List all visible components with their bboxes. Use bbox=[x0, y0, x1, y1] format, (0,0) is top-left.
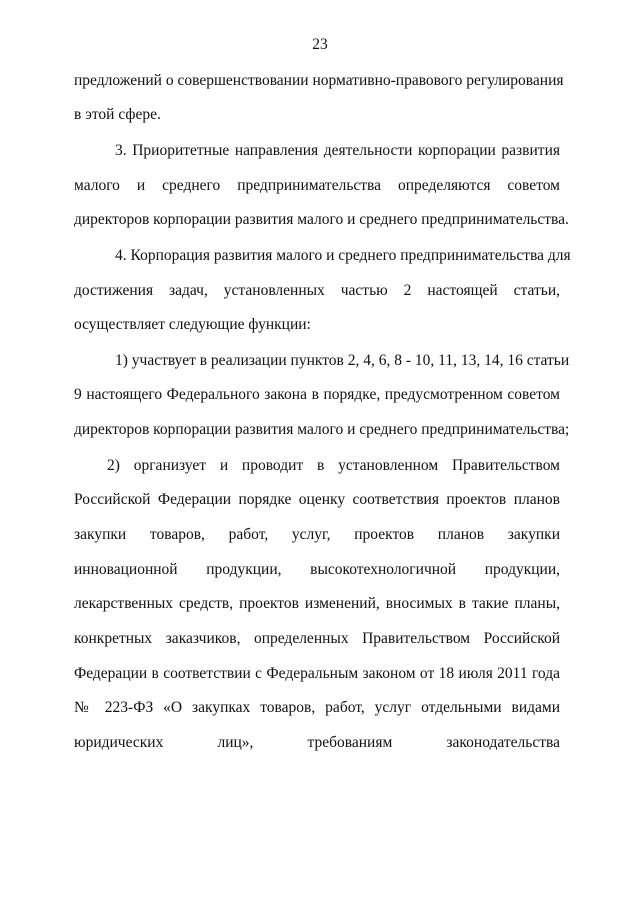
text-line: лекарственных средств, проектов изменений, вносимых в такие планы, bbox=[74, 595, 560, 612]
text-line: 9 настоящего Федерального закона в порядке, предусмотренном советом bbox=[74, 386, 560, 403]
page-number: 23 bbox=[312, 36, 328, 53]
text-line: малого и среднего предпринимательства определяются советом bbox=[74, 177, 560, 194]
text-line: в этой сфере. bbox=[74, 106, 161, 123]
text-line: осуществляет следующие функции: bbox=[74, 316, 311, 333]
text-line: 2) организует и проводит в установленном Правительством bbox=[107, 457, 560, 474]
text-line: Российской Федерации порядке оценку соответствия проектов планов bbox=[74, 491, 560, 508]
text-line: директоров корпорации развития малого и среднего предпринимательства; bbox=[74, 421, 570, 438]
text-line: инновационной продукции, высокотехнологичной продукции, bbox=[74, 561, 560, 578]
text-line: закупки товаров, работ, услуг, проектов планов закупки bbox=[74, 526, 560, 543]
text-line: 4. Корпорация развития малого и среднего предпринимательства для bbox=[115, 247, 571, 264]
text-line: № 223-ФЗ «О закупках товаров, работ, услуг отдельными видами bbox=[74, 699, 560, 716]
text-line: директоров корпорации развития малого и среднего предпринимательства. bbox=[74, 211, 569, 228]
text-line: конкретных заказчиков, определенных Правительством Российской bbox=[74, 630, 560, 647]
text-line: юридических лиц», требованиям законодательства bbox=[74, 734, 560, 751]
text-line: Федерации в соответствии с Федеральным законом от 18 июля 2011 года bbox=[74, 665, 560, 682]
text-line: 1) участвует в реализации пунктов 2, 4, 6, 8 - 10, 11, 13, 14, 16 статьи bbox=[115, 352, 570, 369]
text-line: предложений о совершенствовании нормативно-правового регулирования bbox=[74, 72, 564, 89]
text-line: достижения задач, установленных частью 2 настоящей статьи, bbox=[74, 282, 560, 299]
text-line: 3. Приоритетные направления деятельности корпорации развития bbox=[115, 142, 560, 159]
